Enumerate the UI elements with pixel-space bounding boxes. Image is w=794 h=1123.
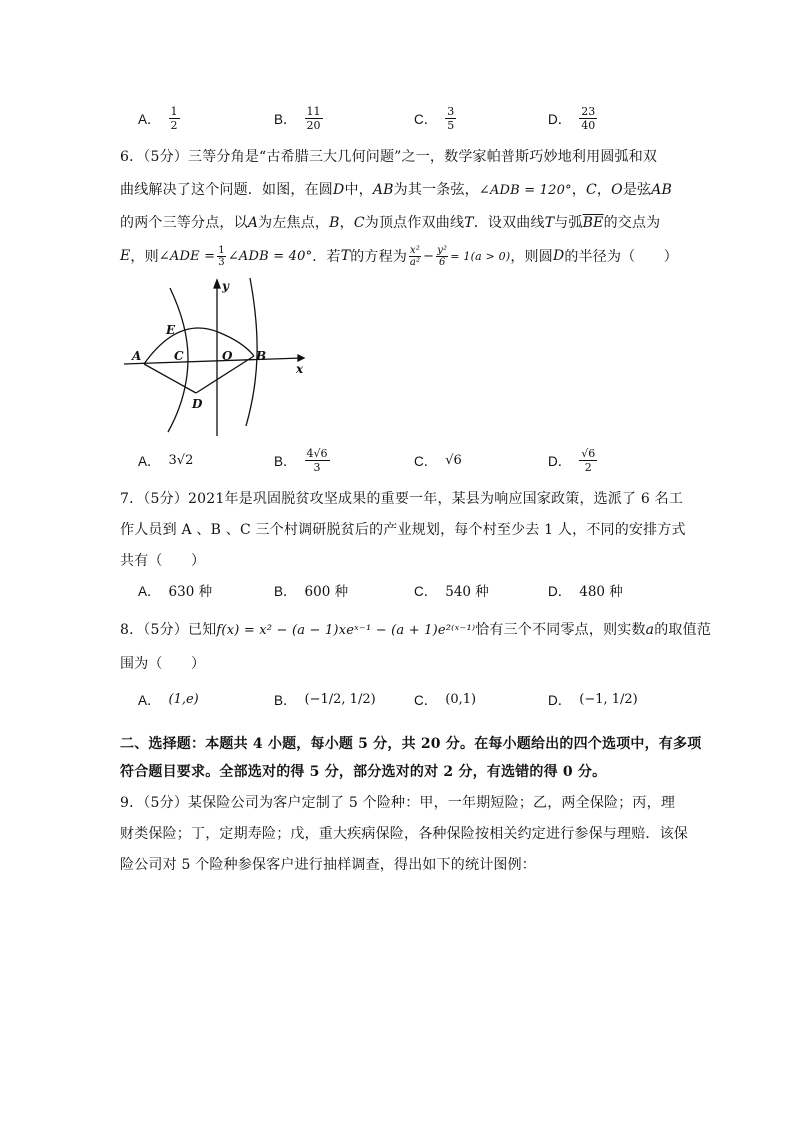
q8-options [138,679,658,719]
q5-option-a: A． $\frac{1}{2}$ [138,104,178,132]
q7-line-3: 共有（ ） [120,553,206,569]
q9-line-2: 财类保险；丁，定期寿险；戊，重大疾病保险，各种保险按相关约定进行参保与理赔．该保 [120,826,688,842]
q8-line-1: 8．（5分）已知f(x) = x² − (a − 1)xeˣ⁻¹ − (a + 1)e²⁽ˣ⁻¹⁾恰有三个不同零点，则实数a的取值范 [120,622,712,638]
q6-line-2: 曲线解决了这个问题．如图，在圆D中，AB为其一条弦，∠ADB = 120°，C，O是弦AB [120,182,673,198]
q8-option-d: D． (−1, 1/2) [548,691,638,708]
q7-options [138,570,658,610]
fraction: $\frac{4√6}{3}$ [306,446,328,474]
q7-line-2: 作人员到 A 、B 、C 三个村调研脱贫后的产业规划，每个村至少去 1 人，不同的安排方式 [120,522,686,538]
label-o: O [222,349,233,363]
label-x: x [296,362,304,376]
q7-option-a: A． 630 种 [138,584,213,600]
q7-option-c: C． 540 种 [414,584,489,600]
q8-line-2: 围为（ ） [120,656,206,672]
x-axis [124,358,302,364]
fraction: $\frac{23}{40}$ [581,104,596,132]
q6-option-a: A． 3√2 [138,452,194,469]
q5-option-c: C． $\frac{3}{5}$ [414,104,455,132]
y-axis-arrow [214,280,220,288]
q6-line-3: 的两个三等分点，以A为左焦点，B，C为顶点作双曲线T．设双曲线T与弧$\overline{BE}$的交点为 [120,215,661,231]
section-2-heading-line-1: 二、选择题：本题共 4 小题，每小题 5 分，共 20 分。在每小题给出的四个选项中，有多项 [120,736,702,752]
label-a: A [132,349,142,363]
q5-options [138,98,658,138]
fraction: $\frac{√6}{2}$ [581,446,596,474]
x-axis-arrow [298,355,304,361]
q7-line-1: 7．（5分）2021年是巩固脱贫攻坚成果的重要一年，某县为响应国家政策，选派了 6 名工 [120,491,684,507]
q9-line-1: 9．（5分）某保险公司为客户定制了 5 个险种：甲，一年期短险；乙，两全保险；丙，理 [120,795,676,811]
label-y: y [222,279,229,293]
q9-line-3: 险公司对 5 个险种参保客户进行抽样调查，得出如下的统计图例： [120,857,537,873]
q8-option-a: A． (1,e) [138,691,199,708]
label-e: E [166,323,176,337]
q6-line-4: E ，则 ∠ADE = $\frac{1}{3}$ ∠ADB = 40° ．若 T 的方程为 x² a² − $\frac{\text{y²}}{6}$ = 1(a > 0) ，则圆 D 的半径为（ ） [120,244,678,268]
q5-option-b: B． $\frac{11}{20}$ [274,104,321,132]
label-d: D [192,397,203,411]
fraction: x² a² [409,244,421,268]
fraction: $\frac{11}{20}$ [306,104,321,132]
q6-options [138,440,658,480]
label-c: C [174,349,184,363]
q8-option-b: B． (−1/2, 1/2) [274,691,376,708]
q8-option-c: C． (0,1) [414,691,477,708]
label-b: B [256,349,267,363]
q6-option-c: C． √6 [414,452,462,469]
fraction: $\frac{\text{y²}}{6}$ [437,244,448,268]
q6-option-b: B． $\frac{4√6}{3}$ [274,446,328,474]
q5-option-d: D． $\frac{23}{40}$ [548,104,596,132]
q7-option-d: D． 480 种 [548,584,623,600]
q7-option-b: B． 600 种 [274,584,349,600]
fraction: $\frac{3}{5}$ [447,104,455,132]
circle-arc-ab [144,328,254,364]
hyperbola-circle-figure [118,276,318,440]
q6-option-d: D． $\frac{√6}{2}$ [548,446,596,474]
fraction: $\frac{1}{3}$ [218,244,225,268]
section-2-heading-line-2: 符合题目要求。全部选对的得 5 分，部分选对的对 2 分，有选错的得 0 分。 [120,764,607,780]
fraction: $\frac{1}{2}$ [170,104,178,132]
q6-line-1: 6．（5分）三等分角是“古希腊三大几何问题”之一，数学家帕普斯巧妙地利用圆弧和双 [120,149,658,165]
